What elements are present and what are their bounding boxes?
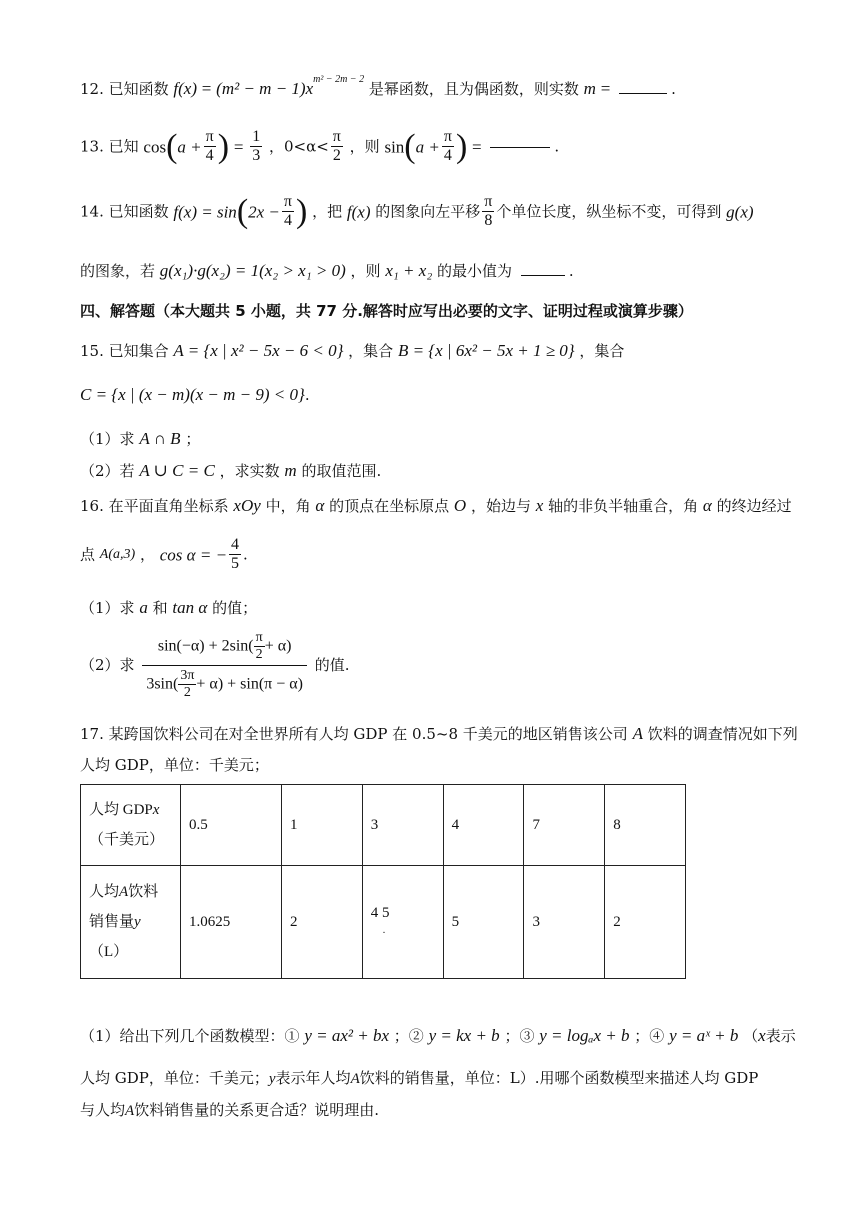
- question-15-part1: （1）求 A ∩ B ；: [80, 429, 201, 448]
- table-cell: 0.5: [181, 785, 282, 866]
- gdp-sales-table: [80, 784, 686, 979]
- table-cell: 1.0625: [181, 866, 282, 979]
- row-header-gdp: 人均 GDPx （千美元）: [81, 785, 181, 866]
- answer-blank: [490, 146, 550, 148]
- table-cell: 3: [362, 785, 443, 866]
- question-16-line2: 点 A(a,3) ， cos α = − $\frac{4}{5}$ .: [80, 536, 248, 573]
- question-16-part1: （1）求 a 和 tan α 的值；: [80, 598, 258, 617]
- answer-blank: [619, 92, 667, 94]
- question-17: 17. 某跨国饮料公司在对全世界所有人均 GDP 在 0.5~8 千美元的地区销售该公司 A 饮料的调查情况如下列: [80, 724, 798, 743]
- question-17-line2: 人均 GDP，单位：千美元；: [80, 756, 269, 774]
- section-heading: 四、解答题（本大题共 5 小题，共 77 分.解答时应写出必要的文字、证明过程或演算步骤）: [80, 302, 693, 320]
- table-cell: 3: [524, 866, 605, 979]
- q12-function: f(x): [173, 79, 197, 98]
- question-17-part1-line2: 人均 GDP，单位：千美元；y表示年人均A饮料的销售量，单位：L）.用哪个函数模型来描述人均 GDP: [80, 1069, 759, 1087]
- table-cell: 7: [524, 785, 605, 866]
- set-c: C = {x | (x − m)(x − m − 9) < 0}: [80, 385, 305, 404]
- fraction-pi-over-2: $\frac{\pi}{2}$: [332, 128, 341, 165]
- question-13: 13. 已知 cos(a + $\frac{\pi}{4}$ ) = $\frac{1}{3}$ ，0<α< $\frac{\pi}{2}$ ，则 sin(a + $\frac{\pi}{4}$ ) = .: [80, 127, 560, 165]
- table-cell: 2: [605, 866, 686, 979]
- table-cell: 2: [282, 866, 363, 979]
- big-fraction: sin(−α) + 2sin( $\frac{\pi}{2}$ + α) 3sin( $\frac{3\pi}{2}$ + α) + sin(π − α): [142, 630, 307, 701]
- table-cell: 5: [443, 866, 524, 979]
- table-cell: 4: [443, 785, 524, 866]
- table-cell: 4 5 .: [362, 866, 443, 979]
- set-b: B = {x | 6x² − 5x + 1 ≥ 0}: [397, 341, 575, 360]
- table-row: [81, 866, 686, 979]
- question-12: 12. 已知函数 $f(x) = (m^2 - m - 1)x^{m^2 - 2m - 2}$ 是幂函数，且为偶函数，则实数 m = .: [80, 74, 676, 98]
- fraction-pi-over-4: $\frac{\pi}{4}$: [205, 128, 214, 165]
- question-14-line2: 的图象，若 g(x₁)·g(x₂) = 1(x₂ > x₁ > 0) ，则 x₁ + x₂ 的最小值为 .: [80, 261, 574, 280]
- q12-exponent: m² − 2m − 2: [313, 74, 365, 85]
- table-row: [81, 785, 686, 866]
- q12-base: (m² − m − 1): [216, 79, 306, 98]
- question-16-part2: （2）求 sin(−α) + 2sin( $\frac{\pi}{2}$ + α) 3sin( $\frac{3\pi}{2}$ + α) + sin(π − α) 的值.: [80, 630, 350, 701]
- answer-blank: [521, 274, 565, 276]
- set-a: A = {x | x² − 5x − 6 < 0}: [173, 341, 344, 360]
- question-15-part2: （2）若 A ∪ C = C ，求实数 m 的取值范围.: [80, 461, 382, 480]
- table-cell: 1: [282, 785, 363, 866]
- question-16: 16. 在平面直角坐标系 xOy 中，角 α 的顶点在坐标原点 O ，始边与 x 轴的非负半轴重合，角 α 的终边经过: [80, 496, 792, 515]
- fraction-one-third: $\frac{1}{3}$: [252, 128, 261, 165]
- question-17-part1-line3: 与人均A饮料销售量的关系更合适？说明理由.: [80, 1101, 379, 1119]
- question-15: 15. 已知集合 A = {x | x² − 5x − 6 < 0} ，集合 B = {x | 6x² − 5x + 1 ≥ 0} ，集合: [80, 341, 625, 360]
- row-header-sales: 人均A饮料 销售量y （L）: [81, 866, 181, 979]
- question-14: 14. 已知函数 f(x) = sin(2x − $\frac{\pi}{4}$ ) ，把 f(x) 的图象向左平移 $\frac{\pi}{8}$ 个单位长度，纵坐标不变，可得到 g(x): [80, 192, 754, 230]
- question-17-part1: （1）给出下列几个函数模型：① y = ax² + bx ；② y = kx + b ；③ y = logₐx + b ；④ y = aˣ + b （x表示: [80, 1026, 796, 1045]
- question-15-set-c: C = {x | (x − m)(x − m − 9) < 0}.: [80, 385, 310, 404]
- table-cell: 8: [605, 785, 686, 866]
